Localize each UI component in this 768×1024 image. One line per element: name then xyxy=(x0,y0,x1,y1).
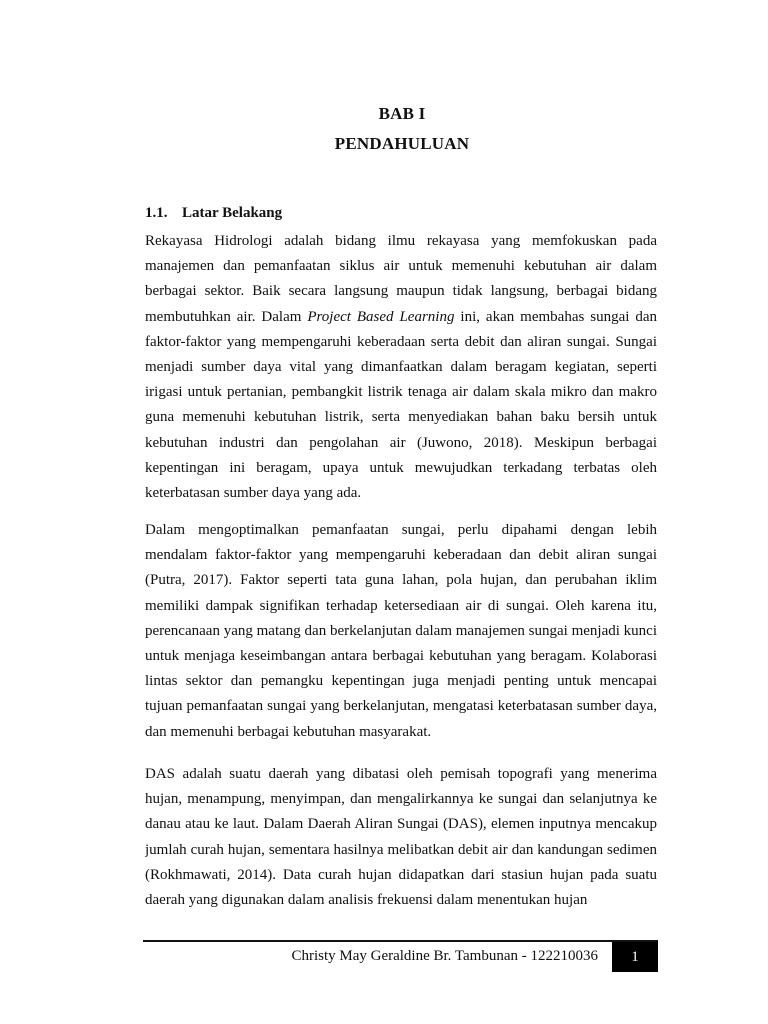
paragraph-1 xyxy=(145,229,657,506)
footer-divider xyxy=(143,940,658,942)
paragraph-2: Dalam mengoptimalkan pemanfaatan sungai, perlu dipahami dengan lebih mendalam faktor-faktor yang mempengaruhi keberadaan dan debit aliran sungai (Putra, 2017). Faktor seperti tata guna lahan, pola hujan, dan perubahan iklim memiliki dampak signifikan terhadap ketersediaan air di sungai. Oleh karena itu, perencanaan yang matang dan berkelanjutan dalam manajemen sungai menjadi kunci untuk menjaga keseimbangan antara berbagai kebutuhan yang beragam. Kolaborasi lintas sektor dan pemangku kepentingan juga menjadi penting untuk mencapai tujuan pemanfaatan sungai yang berkelanjutan, mengatasi keterbatasan sumber daya, dan memenuhi berbagai kebutuhan masyarakat. xyxy=(145,522,657,740)
page-number-badge xyxy=(612,942,658,972)
chapter-title: PENDAHULUAN xyxy=(334,134,470,153)
paragraph-3: DAS adalah suatu daerah yang dibatasi oleh pemisah topografi yang menerima hujan, menampung, menyimpan, dan mengalirkannya ke sungai dan selanjutnya ke danau atau ke laut. Dalam Daerah Aliran Sungai (DAS), elemen inputnya mencakup jumlah curah hujan, sementara hasilnya melibatkan debit air dan kandungan sedimen (Rokhmawati, 2014). Data curah hujan didapatkan dari stasiun hujan pada suatu daerah yang digunakan dalam analisis frekuensi dalam menentukan hujan xyxy=(145,766,657,909)
chapter-label: BAB I xyxy=(378,104,426,123)
section-title: Latar Belakang xyxy=(182,205,283,221)
page-number: 1 xyxy=(631,948,639,965)
paragraph-1-italic-term: Project Based Learning xyxy=(307,308,455,325)
paragraph-1-text-a: Rekayasa Hidrologi adalah bidang ilmu rekayasa yang memfokuskan pada manajemen dan pemanfaatan siklus air untuk memenuhi kebutuhan air dalam berbagai sektor. Baik secara langsung maupun tidak langsung, berbagai bidang membutuhkan air. Dalam xyxy=(145,233,657,325)
paragraph-1-text-b: ini, akan membahas sungai dan faktor-faktor yang mempengaruhi keberadaan serta debit dan aliran sungai. Sungai menjadi sumber daya vital yang dimanfaatkan dalam beragam kegiatan, seperti irigasi untuk pertanian, pembangkit listrik tenaga air dalam skala mikro dan makro guna memenuhi kebutuhan listrik, serta menyediakan bahan baku bersih untuk kebutuhan industri dan pengolahan air (Juwono, 2018). Meskipun berbagai kepentingan ini beragam, upaya untuk mewujudkan terkadang terbatas oleh keterbatasan sumber daya yang ada. xyxy=(145,308,657,502)
footer-author: Christy May Geraldine Br. Tambunan - 122210036 xyxy=(291,948,598,964)
section-heading xyxy=(145,205,282,222)
section-number: 1.1. xyxy=(145,205,168,221)
